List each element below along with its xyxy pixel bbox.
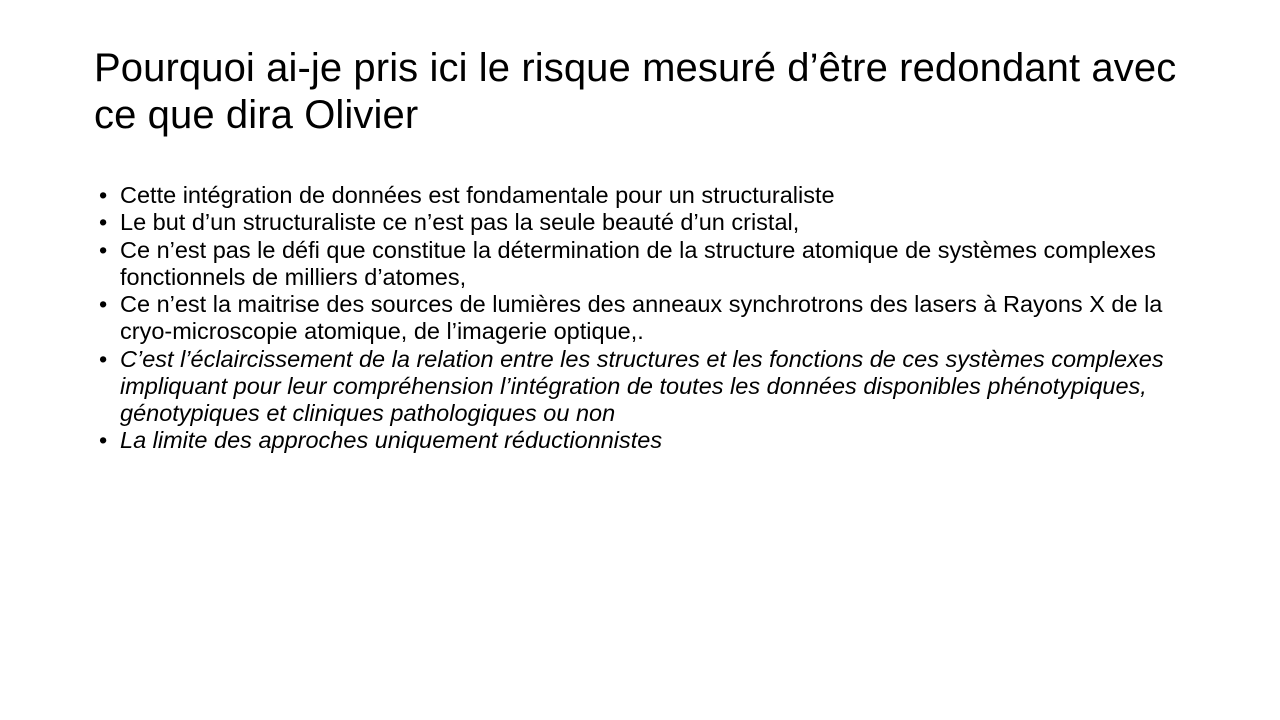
page-title: Pourquoi ai-je pris ici le risque mesuré d’être redondant avec ce que dira Olivier xyxy=(94,45,1177,137)
bullet-list xyxy=(94,182,1184,455)
list-item-text: C’est l’éclaircissement de la relation entre les structures et les fonctions de ces systèmes complexes impliquant pour leur compréhension l’intégration de toutes les données disponibles phénotypiques, génotypiques et cliniques pathologiques ou non xyxy=(120,345,1164,426)
list-item xyxy=(94,237,1184,292)
bullet-marker-icon: • xyxy=(99,345,108,372)
bullet-marker-icon: • xyxy=(99,182,108,208)
list-item-text: Ce n’est pas le défi que constitue la détermination de la structure atomique de systèmes complexes fonctionnels de milliers d’atomes, xyxy=(120,236,1156,290)
bullet-marker-icon: • xyxy=(99,236,108,263)
list-item xyxy=(94,427,1184,454)
slide-body xyxy=(94,182,1184,455)
list-item-text: Le but d’un structuraliste ce n’est pas la seule beauté d’un cristal, xyxy=(120,209,800,236)
list-item xyxy=(94,291,1184,346)
list-item-text: Ce n’est la maitrise des sources de lumières des anneaux synchrotrons des lasers à Rayons X de la cryo-microscopie atomique, de l’imagerie optique,. xyxy=(120,291,1163,345)
list-item xyxy=(94,182,1184,209)
bullet-marker-icon: • xyxy=(99,291,108,317)
list-item-text: Cette intégration de données est fondamentale pour un structuraliste xyxy=(120,182,835,208)
list-item xyxy=(94,346,1184,428)
list-item-text: La limite des approches uniquement réductionnistes xyxy=(120,427,663,454)
list-item xyxy=(94,209,1184,236)
bullet-marker-icon: • xyxy=(99,209,108,236)
bullet-marker-icon: • xyxy=(99,427,108,454)
